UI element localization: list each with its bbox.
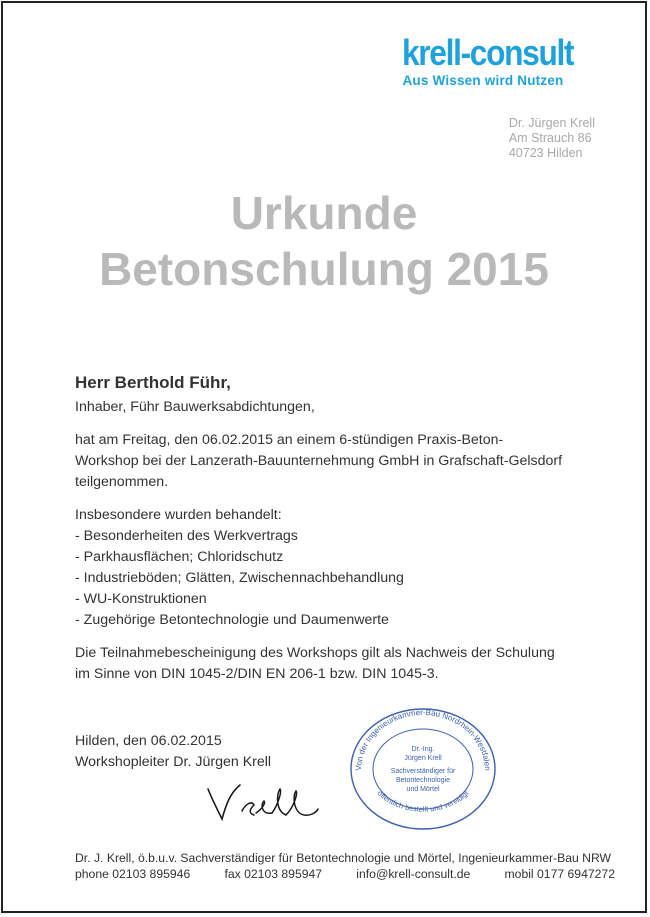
- footer-credentials: Dr. J. Krell, ö.b.u.v. Sachverständiger für Betontechnologie und Mörtel, Ingenieurkammer-Bau NRW: [75, 851, 612, 865]
- title-line-2: Betonschulung 2015: [99, 243, 549, 295]
- footer-email[interactable]: info@krell-consult.de: [356, 867, 471, 881]
- certificate-title: [3, 185, 645, 297]
- seal-outer-text: Von der Ingenieurkammer-Bau Nordrhein-Westfalen: [353, 707, 493, 771]
- sender-city: 40723 Hilden: [508, 146, 583, 160]
- list-item: - Industrieböden; Glätten, Zwischennachbehandlung: [75, 570, 404, 586]
- footer-phone: phone 02103 895946: [75, 867, 191, 881]
- list-item: - Zugehörige Betontechnologie und Daumenwerte: [75, 612, 389, 628]
- footer-contact-row: [75, 867, 615, 882]
- recipient-role: Inhaber, Führ Bauwerksabdichtungen,: [75, 399, 315, 415]
- participation-text: [75, 430, 615, 493]
- proof-text: [75, 643, 615, 685]
- seal-line-1: Dr.-Ing.: [411, 746, 435, 753]
- company-logo: [402, 32, 597, 88]
- list-item: - Besonderheiten des Werkvertrags: [75, 528, 298, 544]
- seal-line-3: Sachverständiger für: [390, 768, 456, 775]
- sender-name: Dr. Jürgen Krell: [508, 116, 595, 130]
- logo-wordmark: krell-consult: [402, 32, 574, 73]
- signature-image: [198, 775, 328, 827]
- participation-line-1: hat am Freitag, den 06.02.2015 an einem 6-stündigen Praxis-Beton-: [75, 432, 504, 448]
- letterhead-footer: [75, 851, 615, 882]
- footer-mobile: mobil 0177 6947272: [504, 867, 615, 881]
- workshop-leader: Workshopleiter Dr. Jürgen Krell: [75, 754, 272, 770]
- topics-section: [75, 505, 615, 631]
- seal-line-4: Betontechnologie: [395, 777, 451, 784]
- proof-line-2: im Sinne von DIN 1045-2/DIN EN 206-1 bzw. DIN 1045-3.: [75, 666, 439, 682]
- place-date: Hilden, den 06.02.2015: [75, 733, 222, 749]
- seal-line-5: und Mörtel: [406, 786, 440, 793]
- sender-address: [509, 116, 595, 161]
- closing-block: [75, 731, 271, 773]
- list-item: - WU-Konstruktionen: [75, 591, 207, 607]
- certificate-body: [75, 371, 615, 685]
- official-seal: [343, 701, 503, 836]
- footer-fax: fax 02103 895947: [224, 867, 323, 881]
- list-item: - Parkhausflächen; Chloridschutz: [75, 549, 284, 565]
- logo-slogan: Aus Wissen wird Nutzen: [402, 73, 564, 88]
- seal-bottom-text: öffentlich bestellt und vereidigt: [375, 788, 471, 814]
- proof-line-1: Die Teilnahmebescheinigung des Workshops gilt als Nachweis der Schulung: [75, 645, 555, 661]
- topics-list: [75, 526, 615, 631]
- participation-line-3: teilgenommen.: [75, 474, 169, 490]
- recipient-name: Herr Berthold Führ,: [75, 373, 231, 392]
- handwritten-signature: [198, 775, 328, 832]
- seal-line-2: Jürgen Krell: [404, 755, 442, 762]
- sender-street: Am Strauch 86: [508, 131, 592, 145]
- seal-image: [343, 701, 503, 831]
- topics-intro: Insbesondere wurden behandelt:: [75, 507, 282, 523]
- title-line-1: Urkunde: [230, 187, 418, 239]
- participation-line-2: Workshop bei der Lanzerath-Bauunternehmung GmbH in Grafschaft-Gelsdorf: [75, 453, 563, 469]
- certificate-page: [1, 1, 647, 913]
